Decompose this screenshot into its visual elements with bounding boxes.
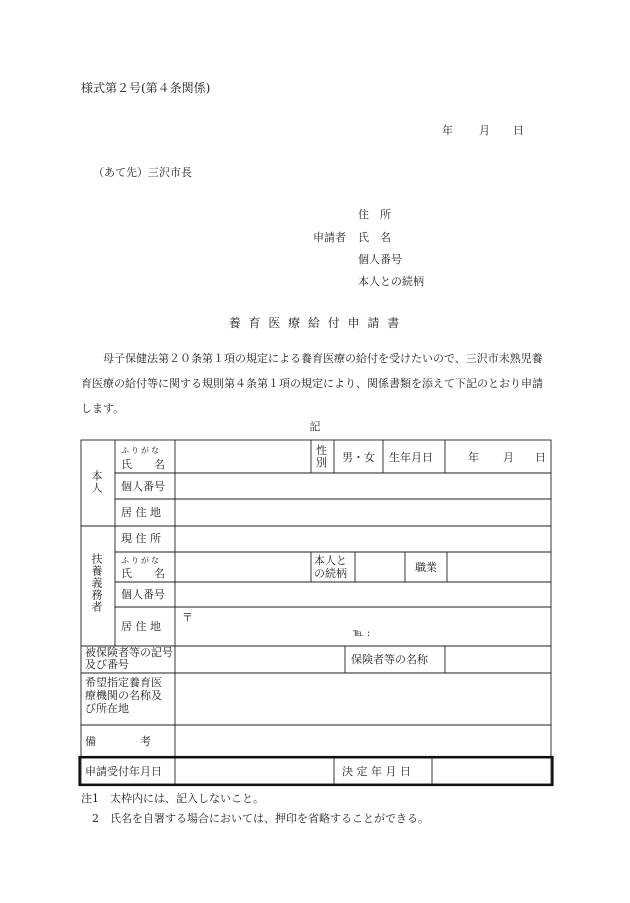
body-paragraph: 母子保健法第２０条第１項の規定による養育医療の給付を受けたいので、三沢市未熟児養育医療の給付等に関する規則第４条第１項の規定により、関係書類を添えて下記のとおり申請します。 (81, 352, 543, 415)
principal-dob-day: 日 (535, 451, 546, 464)
insured-number-label: 被保険者等の記号及び番号 (85, 646, 173, 671)
guardian-occupation-label: 職業 (415, 561, 437, 574)
applicant-name-label: 氏 名 (358, 231, 391, 244)
guardian-residence-label: 居 住 地 (121, 620, 161, 633)
insurer-name-label: 保険者等の名称 (351, 653, 428, 666)
principal-sex-label: 性別 (316, 444, 327, 469)
applicant-relationship-label: 本人との続柄 (358, 275, 424, 288)
hospital-label: 希望指定養育医療機関の名称及び所在地 (85, 676, 162, 715)
received-date-label: 申請受付年月日 (85, 765, 162, 778)
applicant-personal-number-label: 個人番号 (358, 253, 402, 266)
guardian-group-label: 扶養義務者 (90, 553, 103, 613)
tel-label: ℡ : (353, 628, 371, 639)
ki-heading: 記 (309, 420, 321, 433)
guardian-furigana-label: ふりがな (121, 556, 161, 565)
notes (81, 789, 429, 829)
principal-dob-year: 年 (468, 451, 479, 464)
remarks-label: 備 考 (85, 735, 151, 748)
guardian-current-address-label: 現 住 所 (121, 532, 161, 545)
principal-name-label: 氏 名 (121, 458, 165, 471)
date-month-label: 月 (479, 124, 490, 137)
addressee: （あて先）三沢市長 (93, 166, 192, 179)
date-day-label: 日 (513, 124, 524, 137)
guardian-name-label: 氏 名 (121, 567, 165, 580)
decision-date-label: 決 定 年 月 日 (342, 765, 411, 778)
principal-sex-value: 男・女 (342, 451, 375, 464)
note-2: 2 氏名を自署する場合においては、押印を省略することができる。 (81, 812, 429, 825)
postal-mark: 〒 (182, 611, 193, 624)
principal-dob-month: 月 (503, 451, 514, 464)
guardian-personal-number-label: 個人番号 (121, 588, 165, 601)
document-title: 養 育 医 療 給 付 申 請 書 (228, 316, 402, 330)
form-number: 様式第２号(第４条関係) (81, 81, 211, 95)
date-year-label: 年 (442, 124, 453, 137)
principal-dob-label: 生年月日 (389, 451, 433, 464)
principal-personal-number-label: 個人番号 (121, 480, 165, 493)
guardian-relationship-label: 本人との続柄 (314, 554, 347, 580)
applicant-label: 申請者 (313, 231, 346, 244)
note-1: 注1 太枠内には、記入しないこと。 (81, 792, 264, 805)
applicant-address-label: 住 所 (358, 208, 391, 221)
principal-furigana-label: ふりがな (121, 446, 161, 455)
principal-group-label: 本人 (90, 470, 103, 494)
principal-residence-label: 居 住 地 (121, 506, 161, 519)
